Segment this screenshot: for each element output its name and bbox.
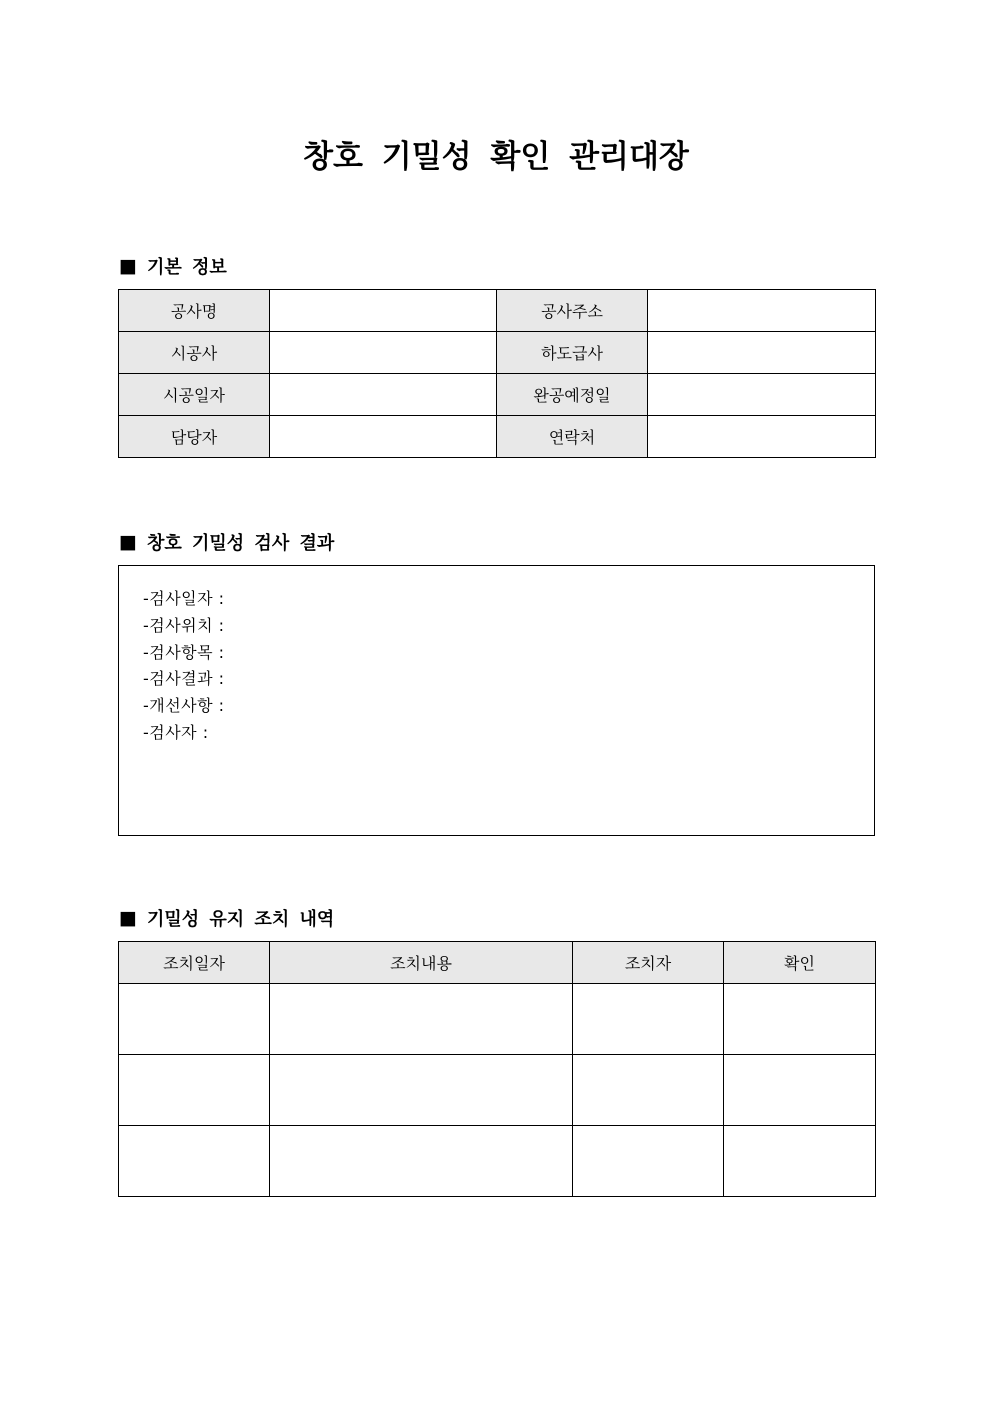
- table-row: [119, 1055, 876, 1126]
- info-value-field[interactable]: [648, 290, 876, 332]
- list-item: -개선사항 :: [143, 696, 225, 716]
- table-row: [119, 416, 876, 458]
- column-header: 조치내용: [270, 942, 573, 984]
- info-value-field[interactable]: [648, 374, 876, 416]
- table-cell[interactable]: [119, 1055, 270, 1126]
- table-cell[interactable]: [270, 984, 573, 1055]
- table-row: [119, 1126, 876, 1197]
- table-cell[interactable]: [270, 1126, 573, 1197]
- info-label: 하도급사: [497, 332, 648, 374]
- measures-heading: [119, 905, 334, 931]
- inspection-item-list: [143, 586, 225, 747]
- square-bullet-icon: ■: [119, 907, 137, 929]
- table-row: [119, 984, 876, 1055]
- info-label: 공사주소: [497, 290, 648, 332]
- page-title: 창호 기밀성 확인 관리대장: [303, 139, 689, 175]
- square-bullet-icon: ■: [119, 255, 137, 277]
- inspection-result-box[interactable]: [118, 565, 875, 836]
- inspection-heading: [119, 529, 334, 555]
- list-item: -검사항목 :: [143, 642, 225, 662]
- info-label: 담당자: [119, 416, 270, 458]
- column-header: 조치일자: [119, 942, 270, 984]
- basic-info-heading: [119, 253, 227, 279]
- basic-info-heading-text: 기본 정보: [146, 257, 227, 278]
- list-item: -검사위치 :: [143, 615, 225, 635]
- table-cell[interactable]: [573, 1055, 724, 1126]
- table-cell[interactable]: [724, 1126, 876, 1197]
- table-row: [119, 290, 876, 332]
- info-label: 공사명: [119, 290, 270, 332]
- basic-info-table: [118, 289, 876, 458]
- measures-heading-text: 기밀성 유지 조치 내역: [146, 909, 335, 930]
- table-header-row: [119, 942, 876, 984]
- info-label: 완공예정일: [497, 374, 648, 416]
- info-value-field[interactable]: [270, 374, 497, 416]
- table-cell[interactable]: [119, 984, 270, 1055]
- table-row: [119, 332, 876, 374]
- info-value-field[interactable]: [270, 290, 497, 332]
- info-value-field[interactable]: [648, 416, 876, 458]
- list-item: -검사자 :: [143, 722, 209, 742]
- table-row: [119, 374, 876, 416]
- info-value-field[interactable]: [648, 332, 876, 374]
- info-label: 연락처: [497, 416, 648, 458]
- measures-table: [118, 941, 876, 1197]
- table-cell[interactable]: [573, 1126, 724, 1197]
- square-bullet-icon: ■: [119, 531, 137, 553]
- info-label: 시공일자: [119, 374, 270, 416]
- inspection-heading-text: 창호 기밀성 검사 결과: [146, 533, 335, 554]
- info-label: 시공사: [119, 332, 270, 374]
- info-value-field[interactable]: [270, 416, 497, 458]
- table-cell[interactable]: [724, 984, 876, 1055]
- table-cell[interactable]: [119, 1126, 270, 1197]
- info-value-field[interactable]: [270, 332, 497, 374]
- list-item: -검사일자 :: [143, 589, 225, 608]
- table-cell[interactable]: [270, 1055, 573, 1126]
- table-cell[interactable]: [724, 1055, 876, 1126]
- column-header: 조치자: [573, 942, 724, 984]
- column-header: 확인: [724, 942, 876, 984]
- list-item: -검사결과 :: [143, 669, 225, 689]
- table-cell[interactable]: [573, 984, 724, 1055]
